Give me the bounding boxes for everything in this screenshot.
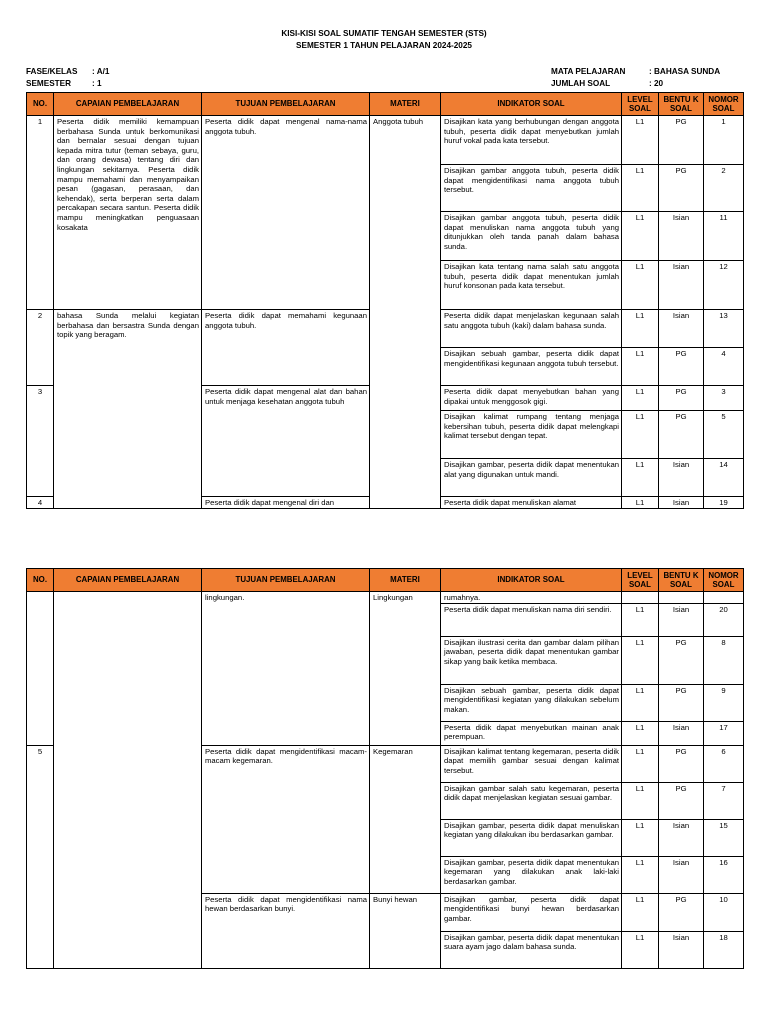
table-header: [27, 569, 744, 592]
nomor-soal: 2: [704, 165, 744, 212]
nomor-soal: 5: [704, 411, 744, 459]
capaian-pembelajaran: [54, 116, 202, 310]
fase-label: FASE/KELAS: [26, 67, 78, 76]
document-title: [0, 28, 768, 52]
bentuk-soal: Isian: [659, 497, 704, 509]
level-soal: L1: [622, 497, 659, 509]
nomor-soal: 9: [704, 684, 744, 721]
materi: Anggota tubuh: [370, 116, 441, 509]
nomor-soal: 6: [704, 745, 744, 782]
row-number: 4: [27, 497, 54, 509]
level-soal: L1: [622, 212, 659, 261]
level-soal: L1: [622, 819, 659, 856]
nomor-soal: 12: [704, 261, 744, 310]
row-number: 1: [27, 116, 54, 310]
capaian-text: Peserta didik memiliki kemampuan berbahasa Sunda untuk berkomunikasi dan bernalar sesuai dengan tujuan kepada mitra tutur (teman sebaya, guru, dan orang dewasa) tentang diri dan lingkungan sekitarnya. Peserta didik mampu memahami dan menyampaikan pesan (gagasan, perasaan, dan kehendak), serta berperan serta dalam percakapan secara santun. Peserta didik mampu meningkatkan penguasaan kosakata: [57, 117, 199, 232]
level-soal: L1: [622, 459, 659, 497]
nomor-soal: 20: [704, 603, 744, 636]
bentuk-soal: PG: [659, 348, 704, 386]
header-indikator: INDIKATOR SOAL: [441, 569, 622, 592]
indikator-soal: Peserta didik dapat menyebutkan mainan anak perempuan.: [441, 721, 622, 745]
level-soal: L1: [622, 721, 659, 745]
nomor-soal: 19: [704, 497, 744, 509]
bentuk-soal: Isian: [659, 721, 704, 745]
level-soal: L1: [622, 116, 659, 165]
header-capaian: CAPAIAN PEMBELAJARAN: [54, 569, 202, 592]
indikator-soal: Disajikan kata tentang nama salah satu anggota tubuh, peserta didik dapat menentukan jumlah huruf konsonan pada kata tersebut.: [441, 261, 622, 310]
row-number-empty: [27, 592, 54, 746]
level-soal: L1: [622, 684, 659, 721]
capaian-pembelajaran-empty: [54, 592, 202, 969]
indikator-soal: Disajikan gambar, peserta didik dapat menentukan kegemaran yang dilakukan anak laki-laki berdasarkan gambar.: [441, 856, 622, 893]
materi: Bunyi hewan: [370, 893, 441, 968]
bentuk-soal: PG: [659, 745, 704, 782]
nomor-soal: 7: [704, 782, 744, 819]
level-soal: L1: [622, 893, 659, 931]
indikator-soal: Disajikan kata yang berhubungan dengan anggota tubuh, peserta didik dapat menyebutkan jumlah huruf vokal pada kata tersebut.: [441, 116, 622, 165]
nomor-soal: 13: [704, 310, 744, 348]
capaian-pembelajaran-continued: [54, 310, 202, 509]
nomor-soal: 3: [704, 386, 744, 411]
level-soal: [622, 592, 659, 604]
header-bentuk: BENTU K SOAL: [659, 569, 704, 592]
row-number: 2: [27, 310, 54, 386]
bentuk-soal: PG: [659, 116, 704, 165]
header-indikator: INDIKATOR SOAL: [441, 93, 622, 116]
bentuk-soal: PG: [659, 782, 704, 819]
capaian-text-continued: bahasa Sunda melalui kegiatan berbahasa dan bersastra Sunda dengan topik yang beragam.: [57, 311, 199, 340]
nomor-soal: 10: [704, 893, 744, 931]
indikator-soal: Disajikan kalimat tentang kegemaran, peserta didik dapat memilih gambar sesuai dengan kalimat tersebut.: [441, 745, 622, 782]
level-soal: L1: [622, 386, 659, 411]
bentuk-soal: PG: [659, 386, 704, 411]
indikator-soal: Disajikan gambar, peserta didik dapat mengidentifikasi bunyi hewan berdasarkan gambar.: [441, 893, 622, 931]
tujuan-pembelajaran: Peserta didik dapat mengenal alat dan bahan untuk menjaga kesehatan anggota tubuh: [202, 386, 370, 497]
semester-value: : 1: [92, 78, 102, 88]
tujuan-pembelajaran: Peserta didik dapat mengidentifikasi nama hewan berdasarkan bunyi.: [202, 893, 370, 968]
level-soal: L1: [622, 745, 659, 782]
level-soal: L1: [622, 310, 659, 348]
header-nomor: NOMOR SOAL: [704, 93, 744, 116]
bentuk-soal: Isian: [659, 310, 704, 348]
nomor-soal: 16: [704, 856, 744, 893]
mapel-label: MATA PELAJARAN: [551, 67, 626, 76]
nomor-soal: 1: [704, 116, 744, 165]
indikator-soal: Disajikan gambar, peserta didik dapat menuliskan kegiatan yang dilakukan ibu berdasarkan gambar.: [441, 819, 622, 856]
bentuk-soal: Isian: [659, 856, 704, 893]
semester-label: SEMESTER: [26, 78, 72, 88]
table-row: [27, 592, 744, 604]
header-level: LEVEL SOAL: [622, 569, 659, 592]
header-bentuk: BENTU K SOAL: [659, 93, 704, 116]
header-nomor: NOMOR SOAL: [704, 569, 744, 592]
kisi-table-page-2: [26, 568, 744, 969]
table-row: [27, 116, 744, 165]
title-line-2: SEMESTER 1 TAHUN PELAJARAN 2024-2025: [296, 41, 472, 50]
title-line-1: KISI-KISI SOAL SUMATIF TENGAH SEMESTER (STS): [281, 29, 487, 38]
nomor-soal: 18: [704, 931, 744, 968]
bentuk-soal: Isian: [659, 212, 704, 261]
nomor-soal: 15: [704, 819, 744, 856]
indikator-soal: Disajikan gambar, peserta didik dapat menentukan alat yang digunakan untuk mandi.: [441, 459, 622, 497]
meta-left: [26, 66, 109, 89]
indikator-soal: Peserta didik dapat menjelaskan kegunaan salah satu anggota tubuh (kaki) dalam bahasa sunda.: [441, 310, 622, 348]
row-number: 5: [27, 745, 54, 968]
tujuan-pembelajaran: Peserta didik dapat mengenal nama-nama anggota tubuh.: [202, 116, 370, 310]
indikator-soal: Disajikan gambar anggota tubuh, peserta didik dapat mengidentifikasi nama anggota tubuh tersebut.: [441, 165, 622, 212]
indikator-soal: Disajikan kalimat rumpang tentang menjaga kebersihan tubuh, peserta didik dapat melengkapi kalimat tersebut dengan tepat.: [441, 411, 622, 459]
table-header: [27, 93, 744, 116]
indikator-soal: Disajikan sebuah gambar, peserta didik dapat mengidentifikasi kegunaan anggota tubuh tersebut.: [441, 348, 622, 386]
level-soal: L1: [622, 636, 659, 684]
level-soal: L1: [622, 856, 659, 893]
indikator-soal: Disajikan gambar anggota tubuh, peserta didik dapat menuliskan nama anggota tubuh yang ditunjukkan oleh tanda panah dalam bahasa sunda.: [441, 212, 622, 261]
indikator-soal: rumahnya.: [441, 592, 622, 604]
header-materi: MATERI: [370, 93, 441, 116]
indikator-soal: Disajikan gambar salah satu kegemaran, peserta didik dapat menjelaskan kegiatan sesuai gambar.: [441, 782, 622, 819]
level-soal: L1: [622, 348, 659, 386]
level-soal: L1: [622, 165, 659, 212]
tujuan-pembelajaran: lingkungan.: [202, 592, 370, 746]
header-no: NO.: [27, 569, 54, 592]
bentuk-soal: Isian: [659, 459, 704, 497]
level-soal: L1: [622, 603, 659, 636]
bentuk-soal: Isian: [659, 931, 704, 968]
level-soal: L1: [622, 411, 659, 459]
materi: Lingkungan: [370, 592, 441, 746]
header-level: LEVEL SOAL: [622, 93, 659, 116]
bentuk-soal: PG: [659, 893, 704, 931]
level-soal: L1: [622, 261, 659, 310]
header-tujuan: TUJUAN PEMBELAJARAN: [202, 569, 370, 592]
materi: Kegemaran: [370, 745, 441, 893]
nomor-soal: 4: [704, 348, 744, 386]
header-tujuan: TUJUAN PEMBELAJARAN: [202, 93, 370, 116]
indikator-soal: Peserta didik dapat menuliskan alamat: [441, 497, 622, 509]
tujuan-pembelajaran: Peserta didik dapat memahami kegunaan anggota tubuh.: [202, 310, 370, 386]
indikator-soal: Disajikan sebuah gambar, peserta didik dapat mengidentifikasi kegiatan yang dilakukan sebelum makan.: [441, 684, 622, 721]
bentuk-soal: PG: [659, 636, 704, 684]
nomor-soal: 8: [704, 636, 744, 684]
bentuk-soal: Isian: [659, 819, 704, 856]
tujuan-pembelajaran: Peserta didik dapat mengenal diri dan: [202, 497, 370, 509]
nomor-soal: 11: [704, 212, 744, 261]
meta-right: [551, 66, 720, 89]
indikator-soal: Peserta didik dapat menuliskan nama diri sendiri.: [441, 603, 622, 636]
bentuk-soal: PG: [659, 165, 704, 212]
nomor-soal: 17: [704, 721, 744, 745]
indikator-soal: Peserta didik dapat menyebutkan bahan yang dipakai untuk menggosok gigi.: [441, 386, 622, 411]
indikator-soal: Disajikan gambar, peserta didik dapat menentukan suara ayam jago dalam bahasa sunda.: [441, 931, 622, 968]
kisi-table-page-1: [26, 92, 744, 509]
jumlah-value: : 20: [649, 78, 664, 88]
header-capaian: CAPAIAN PEMBELAJARAN: [54, 93, 202, 116]
mapel-value: : BAHASA SUNDA: [649, 67, 721, 76]
nomor-soal: [704, 592, 744, 604]
bentuk-soal: Isian: [659, 261, 704, 310]
jumlah-label: JUMLAH SOAL: [551, 78, 611, 88]
bentuk-soal: [659, 592, 704, 604]
header-no: NO.: [27, 93, 54, 116]
bentuk-soal: PG: [659, 411, 704, 459]
bentuk-soal: PG: [659, 684, 704, 721]
tujuan-pembelajaran: Peserta didik dapat mengidentifikasi macam-macam kegemaran.: [202, 745, 370, 893]
bentuk-soal: Isian: [659, 603, 704, 636]
indikator-soal: Disajikan ilustrasi cerita dan gambar dalam pilihan jawaban, peserta didik dapat menentukan gambar sikap yang baik ketika membaca.: [441, 636, 622, 684]
row-number: 3: [27, 386, 54, 497]
fase-value: : A/1: [92, 67, 110, 76]
header-materi: MATERI: [370, 569, 441, 592]
nomor-soal: 14: [704, 459, 744, 497]
level-soal: L1: [622, 931, 659, 968]
level-soal: L1: [622, 782, 659, 819]
